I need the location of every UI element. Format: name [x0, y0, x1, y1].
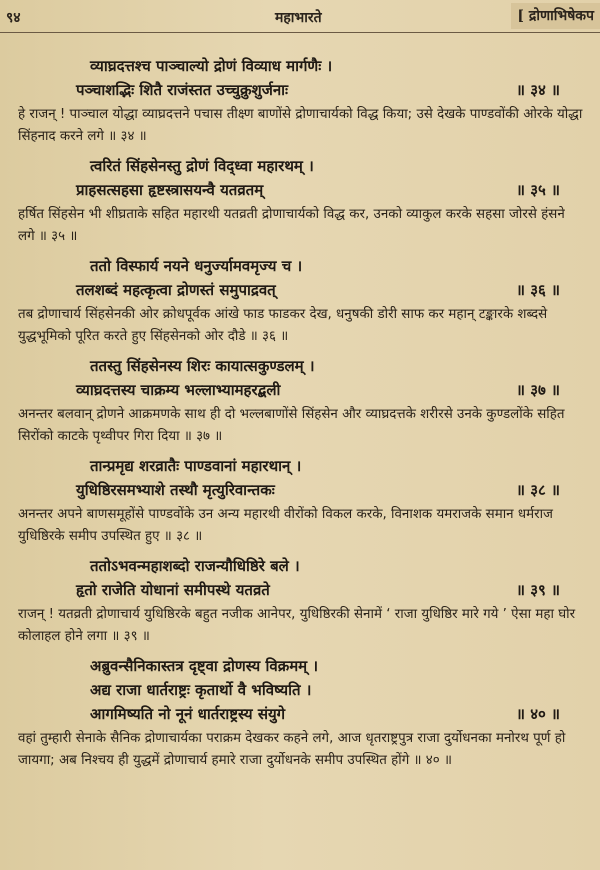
translation: हे राजन् ! पाञ्चाल योद्धा व्याघ्रदत्तने पचास तीक्ष्ण बाणोंसे द्रोणाचार्यको विद्ध किया; उसे देखके पाण्डवोंकी ओरके योद्धा सिंहनाद करने लगे ॥ ३४ ॥ [18, 107, 583, 144]
verse-number: ॥ ३८ ॥ [515, 481, 560, 499]
verse-line: व्याघ्रदत्तश्च पाञ्चाल्यो द्रोणं विव्याध मार्गणैः । [90, 57, 333, 75]
verse-line [18, 178, 588, 202]
translation: अनन्तर बलवान् द्रोणने आक्रमणके साथ ही दो भल्लबाणोंसे सिंहसेन और व्याघ्रदत्तके शरीरसे उनके कुण्डलोंके सहित सिरोंको काटके पृथ्वीपर गिरा दिया ॥ ३७ ॥ [18, 407, 565, 444]
verse-line-text: तलशब्दं महत्कृत्वा द्रोणस्तं समुपाद्रवत् [76, 281, 276, 299]
verse-line: अब्रुवन्सैनिकास्तत्र दृष्ट्वा द्रोणस्य विक्रमम् । [90, 657, 319, 675]
verse-line: ततस्तु सिंहसेनस्य शिरः कायात्सकुण्डलम् । [90, 357, 315, 375]
verse-number: ॥ ३९ ॥ [515, 581, 560, 599]
verse-line-text: पञ्चाशद्भिः शितै राजंस्तत उच्चुक्रुशुर्जनाः [76, 81, 289, 99]
section-title: [ द्रोणाभिषेकप [511, 3, 600, 29]
verse-line [18, 578, 588, 602]
verse-line [18, 378, 588, 402]
verse-line-text: व्याघ्रदत्तस्य चाक्रम्य भल्लाभ्यामहरद्बली [76, 381, 281, 399]
verse-line [18, 702, 588, 726]
verse-line-text: युधिष्ठिरसमभ्याशे तस्थौ मृत्युरिवान्तकः [76, 481, 275, 499]
verse-number: ॥ ३७ ॥ [515, 381, 560, 399]
translation: अनन्तर अपने बाणसमूहोंसे पाण्डवोंके उन अन्य महारथी वीरोंको विकल करके, विनाशक यमराजके समान धर्मराज युधिष्ठिरके समीप उपस्थित हुए ॥ ३८ ॥ [18, 507, 553, 544]
verse-line: अद्य राजा धार्तराष्ट्रः कृतार्थो वै भविष्यति । [90, 681, 312, 699]
verse-line [18, 278, 588, 302]
translation: तब द्रोणाचार्य सिंहसेनकी ओर क्रोधपूर्वक आंखे फाड फाडकर देख, धनुषकी डोरी साफ कर महान् टङ्कारके शब्दसे युद्धभूमिको पूरित करते हुए सिंहसेनको ओर दौडे ॥ ३६ ॥ [18, 307, 548, 344]
verse-block-36 [18, 254, 588, 348]
verse-line-text: प्राहसत्सहसा हृष्टस्त्रासयन्वै यतव्रतम् [76, 181, 264, 199]
verse-number: ॥ ३४ ॥ [515, 81, 560, 99]
verse-line-text: आगमिष्यति नो नूनं धार्तराष्ट्रस्य संयुगे [90, 705, 286, 723]
verse-number: ॥ ४० ॥ [515, 705, 560, 723]
verse-line [18, 478, 588, 502]
verse-block-38 [18, 454, 588, 548]
verse-block-34 [18, 54, 588, 148]
verse-number: ॥ ३६ ॥ [515, 281, 560, 299]
verse-block-35 [18, 154, 588, 248]
verse-line [18, 78, 588, 102]
verse-line: तान्प्रमृद्य शरव्रातैः पाण्डवानां महारथान् । [90, 457, 302, 475]
verse-block-39 [18, 554, 588, 648]
page-content [18, 54, 588, 778]
translation: हर्षित सिंहसेन भी शीघ्रताके सहित महारथी यतव्रती द्रोणाचार्यको विद्ध कर, उनको व्याकुल करके सहसा जोरसे हंसने लगे ॥ ३५ ॥ [18, 207, 565, 244]
translation: राजन् ! यतव्रती द्रोणाचार्य युधिष्ठिरके बहुत नजीक आनेपर, युधिष्ठिरकी सेनामें ‘ राजा युधिष्ठिर मारे गये ’ ऐसा महा घोर कोलाहल होने लगा ॥ ३९ ॥ [18, 607, 576, 644]
verse-line: ततोऽभवन्महाशब्दो राजन्यौधिष्ठिरे बले । [90, 557, 300, 575]
running-header [0, 0, 600, 33]
verse-block-37 [18, 354, 588, 448]
verse-line-text: हृतो राजेति योधानां समीपस्थे यतव्रते [76, 581, 270, 599]
verse-line: त्वरितं सिंहसेनस्तु द्रोणं विद्ध्वा महारथम् । [90, 157, 314, 175]
page-number: ९४ [6, 10, 21, 26]
translation: वहां तुम्हारी सेनाके सैनिक द्रोणाचार्यका पराक्रम देखकर कहने लगे, आज धृतराष्ट्रपुत्र राजा दुर्योधनका मनोरथ पूर्ण हो जायगा; अब निश्चय ही युद्धमें द्रोणाचार्य हमारे राजा दुर्योधनके समीप उपस्थित होंगे ॥ ४० ॥ [18, 731, 566, 768]
verse-number: ॥ ३५ ॥ [515, 181, 560, 199]
book-title: महाभारते [275, 10, 322, 26]
verse-block-40 [18, 654, 588, 772]
verse-line: ततो विस्फार्य नयने धनुर्ज्यामवमृज्य च । [90, 257, 303, 275]
